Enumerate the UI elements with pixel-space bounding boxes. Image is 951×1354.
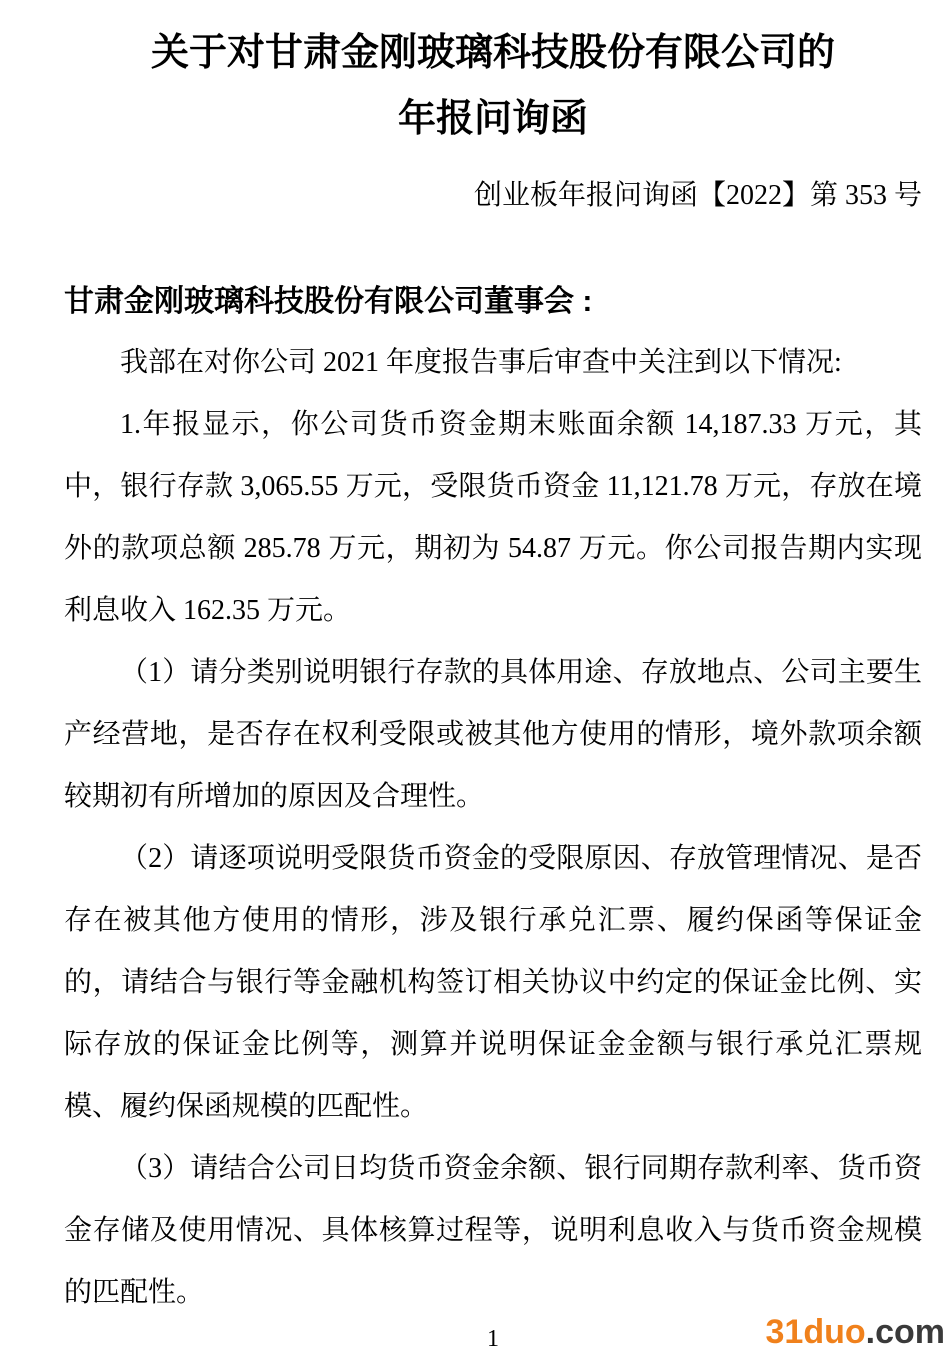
document-number: 创业板年报问询函【2022】第 353 号 xyxy=(473,180,922,211)
para-question-3: （3）请结合公司日均货币资金余额、银行同期存款利率、货币资金存储及使用情况、具体核算过程等，说明利息收入与货币资金规模的匹配性。 xyxy=(64,1153,922,1308)
document-title-line1: 关于对甘肃金刚玻璃科技股份有限公司的 xyxy=(150,32,835,74)
para-item-1: 1.年报显示，你公司货币资金期末账面余额 14,187.33 万元，其中，银行存款 3,065.55 万元，受限货币资金 11,121.78 万元，存放在境外的款项总额 285.78 万元，期初为 54.87 万元。你公司报告期内实现利息收入 162.35 万元。 xyxy=(64,409,922,626)
para-question-2: （2）请逐项说明受限货币资金的受限原因、存放管理情况、是否存在被其他方使用的情形，涉及银行承兑汇票、履约保函等保证金的，请结合与银行等金融机构签订相关协议中约定的保证金比例、实际存放的保证金比例等，测算并说明保证金金额与银行承兑汇票规模、履约保函规模的匹配性。 xyxy=(64,843,922,1122)
watermark xyxy=(766,1314,945,1350)
salutation: 甘肃金刚玻璃科技股份有限公司董事会 : xyxy=(64,285,593,318)
para-intro: 我部在对你公司 2021 年度报告事后审查中关注到以下情况: xyxy=(120,347,842,378)
document-content xyxy=(0,20,951,1352)
para-question-1: （1）请分类别说明银行存款的具体用途、存放地点、公司主要生产经营地，是否存在权利受限或被其他方使用的情形，境外款项余额较期初有所增加的原因及合理性。 xyxy=(64,657,922,812)
page-number: 1 xyxy=(487,1326,499,1352)
body-text xyxy=(64,332,922,1324)
watermark-brand: 31duo xyxy=(765,1313,866,1351)
document-title xyxy=(64,20,922,152)
document-title-line2: 年报问询函 xyxy=(397,98,588,140)
watermark-suffix: .com xyxy=(865,1313,945,1351)
